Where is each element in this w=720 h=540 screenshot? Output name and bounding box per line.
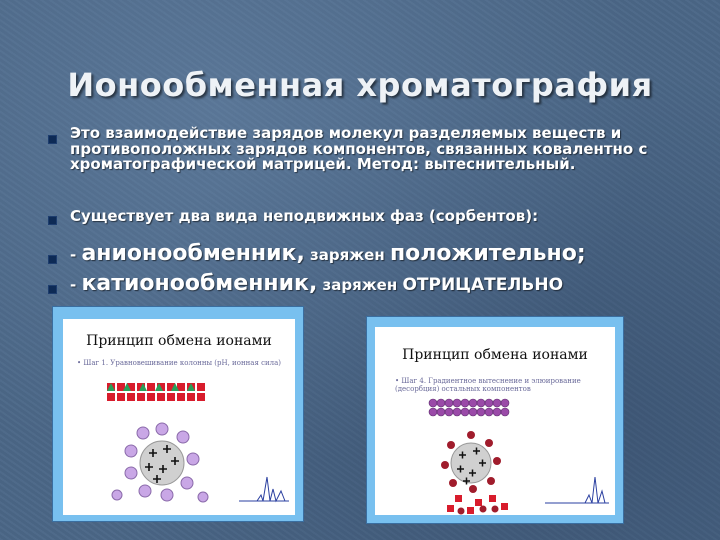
figure-canvas xyxy=(375,327,615,515)
slide-title: Ионообменная хроматография xyxy=(67,66,653,104)
ion-exchange-illustration xyxy=(63,319,295,515)
dash-prefix: - xyxy=(70,276,82,294)
bullet-square-icon xyxy=(48,285,57,294)
eluted-ions xyxy=(447,495,508,515)
bullet-text xyxy=(70,269,563,300)
bullet-square-icon xyxy=(48,216,57,225)
figure-caption: • Шаг 4. Градиентное вытеснение и элюирование (десорбция) остальных компонентов xyxy=(395,377,581,393)
bullet-square-icon xyxy=(48,135,57,144)
figure-caption: • Шаг 1. Уравновешивание колонны (pH, ионная сила) xyxy=(77,359,282,367)
term-anion: анионообменник, xyxy=(81,241,305,266)
resin-bead xyxy=(441,431,501,493)
bullet-square-icon xyxy=(48,255,57,264)
charge-positive: положительно; xyxy=(389,241,586,266)
bullet-text: Это взаимодействие зарядов молекул разделяемых веществ и противоположных зарядов компонентов, связанных ковалентно с хроматографической матрицей. Метод: вытеснительный. xyxy=(70,124,648,173)
charged-label: заряжен xyxy=(317,276,403,294)
charge-negative: ОТРИЦАТЕЛЬНО xyxy=(402,275,564,295)
resin-bead xyxy=(112,423,208,502)
chromatogram xyxy=(545,477,609,503)
chromatogram xyxy=(239,477,289,501)
figure-canvas xyxy=(63,319,295,515)
term-cation: катионообменник, xyxy=(81,271,318,296)
ion-exchange-illustration xyxy=(375,327,615,515)
bullet-text: Существует два вида неподвижных фаз (сорбентов): xyxy=(70,207,539,225)
bullet-text xyxy=(70,239,586,270)
dash-prefix: - xyxy=(70,246,82,264)
bead-row xyxy=(429,399,509,416)
charged-label: заряжен xyxy=(304,246,390,264)
figure-step1 xyxy=(52,306,304,522)
figure-title: Принцип обмена ионами xyxy=(402,347,588,363)
figure-title: Принцип обмена ионами xyxy=(86,333,272,349)
figure-step4 xyxy=(366,316,624,524)
